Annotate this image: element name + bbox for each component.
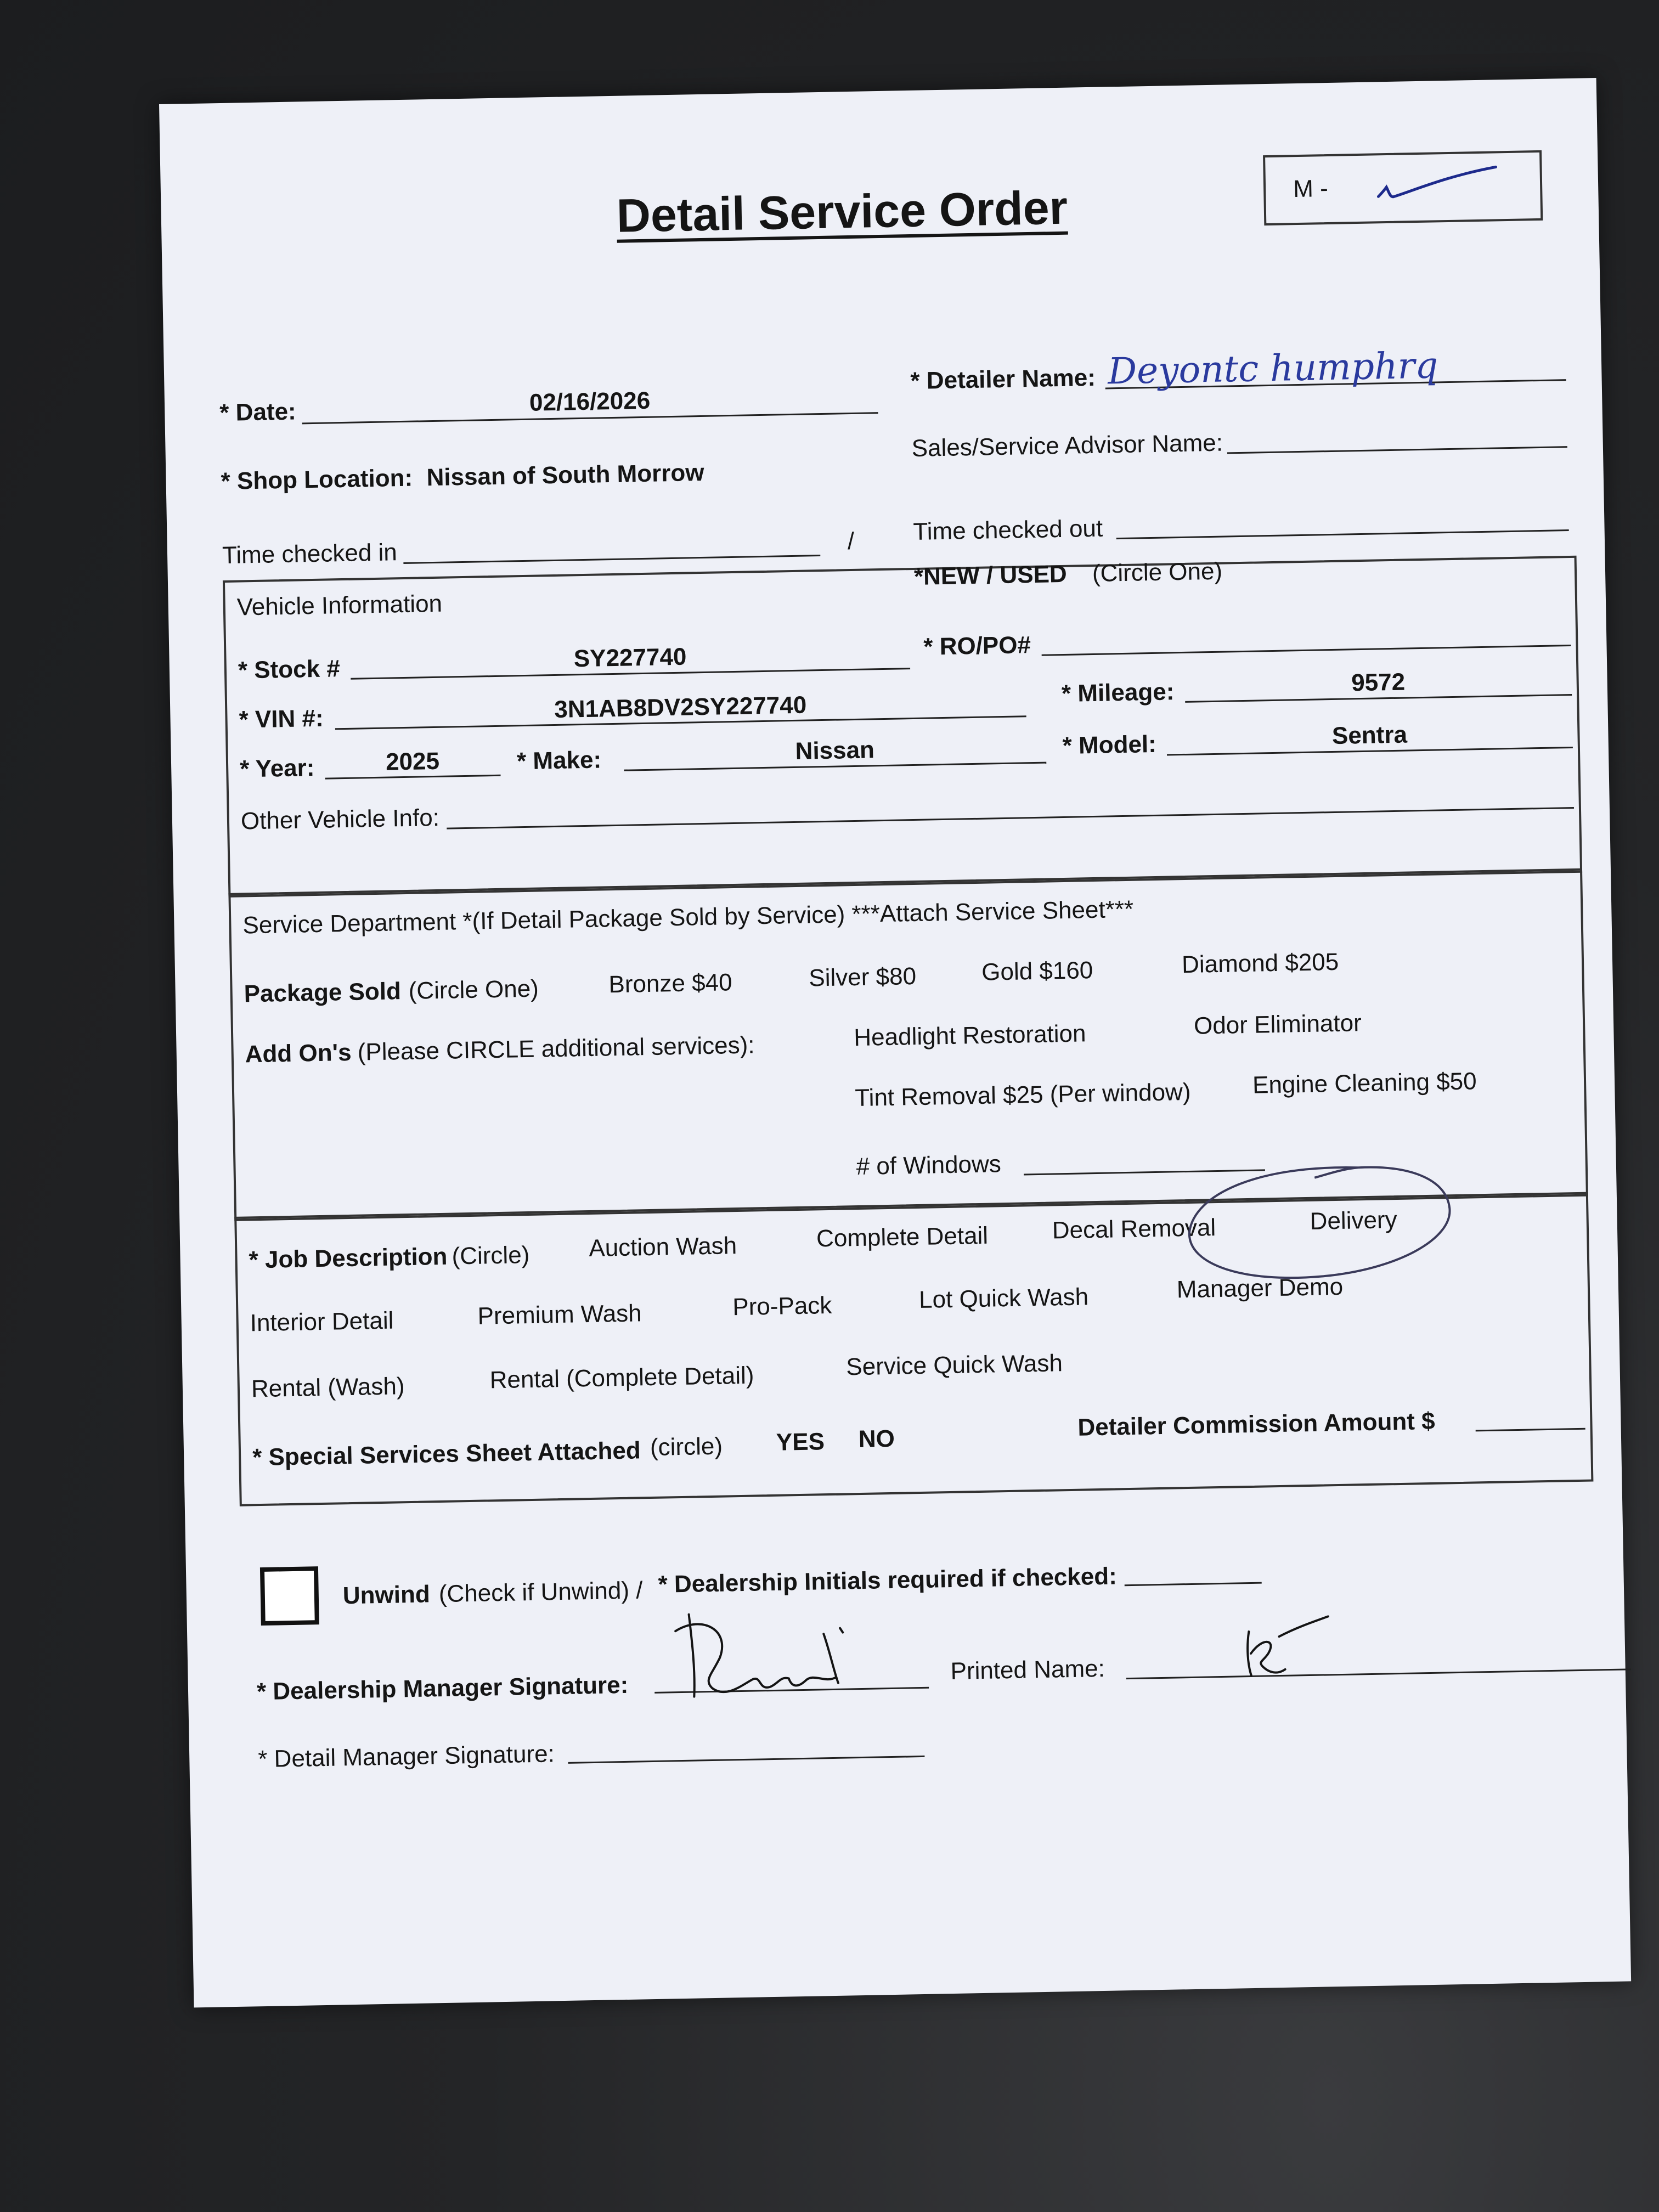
job-manager-demo: Manager Demo [1176, 1273, 1344, 1304]
special-services-label: * Special Services Sheet Attached [252, 1437, 641, 1471]
shop-location-value: Nissan of South Morrow [426, 459, 704, 492]
service-department-heading: Service Department *(If Detail Package Sold by Service) ***Attach Service Sheet*** [242, 895, 1134, 939]
model-value: Sentra [1331, 721, 1408, 750]
time-checked-out-label: Time checked out [913, 515, 1103, 545]
dealership-manager-signature [658, 1594, 891, 1708]
job-premium-wash: Premium Wash [477, 1300, 642, 1330]
m-number-box [1263, 150, 1543, 225]
dealership-manager-signature-label: * Dealership Manager Signature: [256, 1671, 629, 1706]
job-pro-pack: Pro-Pack [732, 1291, 832, 1321]
vehicle-info-heading: Vehicle Information [236, 590, 443, 621]
time-checked-out-line [1116, 529, 1569, 539]
time-checked-in-line [403, 555, 820, 564]
job-service-quick-wash: Service Quick Wash [845, 1350, 1063, 1381]
windows-label: # of Windows [856, 1150, 1002, 1181]
package-gold: Gold $160 [981, 957, 1093, 986]
sales-advisor-line [1227, 446, 1567, 454]
ro-po-label: * RO/PO# [923, 631, 1031, 661]
service-order-form [159, 78, 1631, 2007]
mileage-label: * Mileage: [1061, 678, 1175, 708]
job-auction-wash: Auction Wash [588, 1232, 737, 1262]
printed-name-label: Printed Name: [950, 1655, 1105, 1685]
job-interior-detail: Interior Detail [250, 1307, 394, 1337]
time-separator: / [847, 527, 855, 555]
addon-odor-eliminator: Odor Eliminator [1193, 1009, 1362, 1040]
dealership-initials-line [1125, 1582, 1262, 1587]
job-description-note: (Circle) [452, 1241, 530, 1270]
package-bronze: Bronze $40 [608, 969, 733, 998]
addon-headlight-restoration: Headlight Restoration [853, 1020, 1086, 1052]
commission-label: Detailer Commission Amount $ [1077, 1407, 1435, 1441]
package-silver: Silver $80 [808, 962, 917, 992]
detailer-name-value: Deyontc humphrq [1107, 344, 1438, 393]
addon-engine-cleaning: Engine Cleaning $50 [1252, 1068, 1477, 1099]
new-used-note: (Circle One) [1092, 557, 1223, 587]
other-vehicle-info-label: Other Vehicle Info: [240, 804, 440, 835]
dealership-initials-label: * Dealership Initials required if checked: [658, 1562, 1118, 1598]
sales-advisor-label: Sales/Service Advisor Name: [911, 429, 1223, 462]
date-value: 02/16/2026 [529, 387, 651, 416]
vin-label: * VIN #: [239, 704, 324, 733]
make-label: * Make: [516, 746, 602, 775]
job-description-label: * Job Description [249, 1243, 448, 1274]
detailer-name-label: * Detailer Name: [910, 364, 1096, 394]
job-rental-wash: Rental (Wash) [251, 1373, 405, 1403]
package-sold-label: Package Sold [244, 978, 402, 1008]
unwind-checkbox[interactable] [260, 1566, 319, 1626]
special-services-note: (circle) [650, 1432, 723, 1462]
job-complete-detail: Complete Detail [816, 1222, 989, 1252]
detail-manager-signature-label: * Detail Manager Signature: [257, 1740, 555, 1773]
job-lot-quick-wash: Lot Quick Wash [918, 1283, 1089, 1313]
package-diamond: Diamond $205 [1181, 948, 1339, 979]
detail-manager-signature-line [568, 1756, 925, 1764]
year-value: 2025 [385, 747, 440, 776]
special-services-yes: YES [776, 1428, 825, 1456]
addon-tint-removal: Tint Removal $25 (Per window) [854, 1078, 1191, 1112]
mileage-value: 9572 [1351, 668, 1406, 697]
job-decal-removal: Decal Removal [1052, 1214, 1216, 1244]
package-sold-note: (Circle One) [408, 975, 539, 1005]
form-title: Detail Service Order [616, 181, 1068, 242]
addons-note: (Please CIRCLE additional services): [357, 1031, 755, 1066]
stock-label: * Stock # [238, 655, 341, 684]
job-rental-complete-detail: Rental (Complete Detail) [489, 1362, 754, 1394]
make-value: Nissan [795, 736, 875, 765]
printed-name-initials [1224, 1613, 1335, 1687]
time-checked-in-label: Time checked in [222, 539, 398, 569]
year-label: * Year: [239, 754, 315, 783]
printed-name-line [1126, 1668, 1631, 1679]
stock-value: SY227740 [573, 643, 687, 673]
new-used-label: *NEW / USED [913, 560, 1068, 590]
m-number-label: M - [1293, 174, 1329, 203]
special-services-no: NO [858, 1425, 895, 1453]
unwind-label: Unwind [342, 1581, 431, 1610]
date-label: * Date: [219, 398, 297, 427]
job-delivery: Delivery [1310, 1206, 1398, 1235]
addons-label: Add On's [245, 1039, 352, 1068]
m-number-checkmark [1369, 159, 1513, 205]
model-label: * Model: [1062, 730, 1157, 760]
shop-location-label: * Shop Location: [221, 464, 413, 495]
unwind-note: (Check if Unwind) / [438, 1577, 643, 1608]
vin-value: 3N1AB8DV2SY227740 [554, 691, 807, 723]
